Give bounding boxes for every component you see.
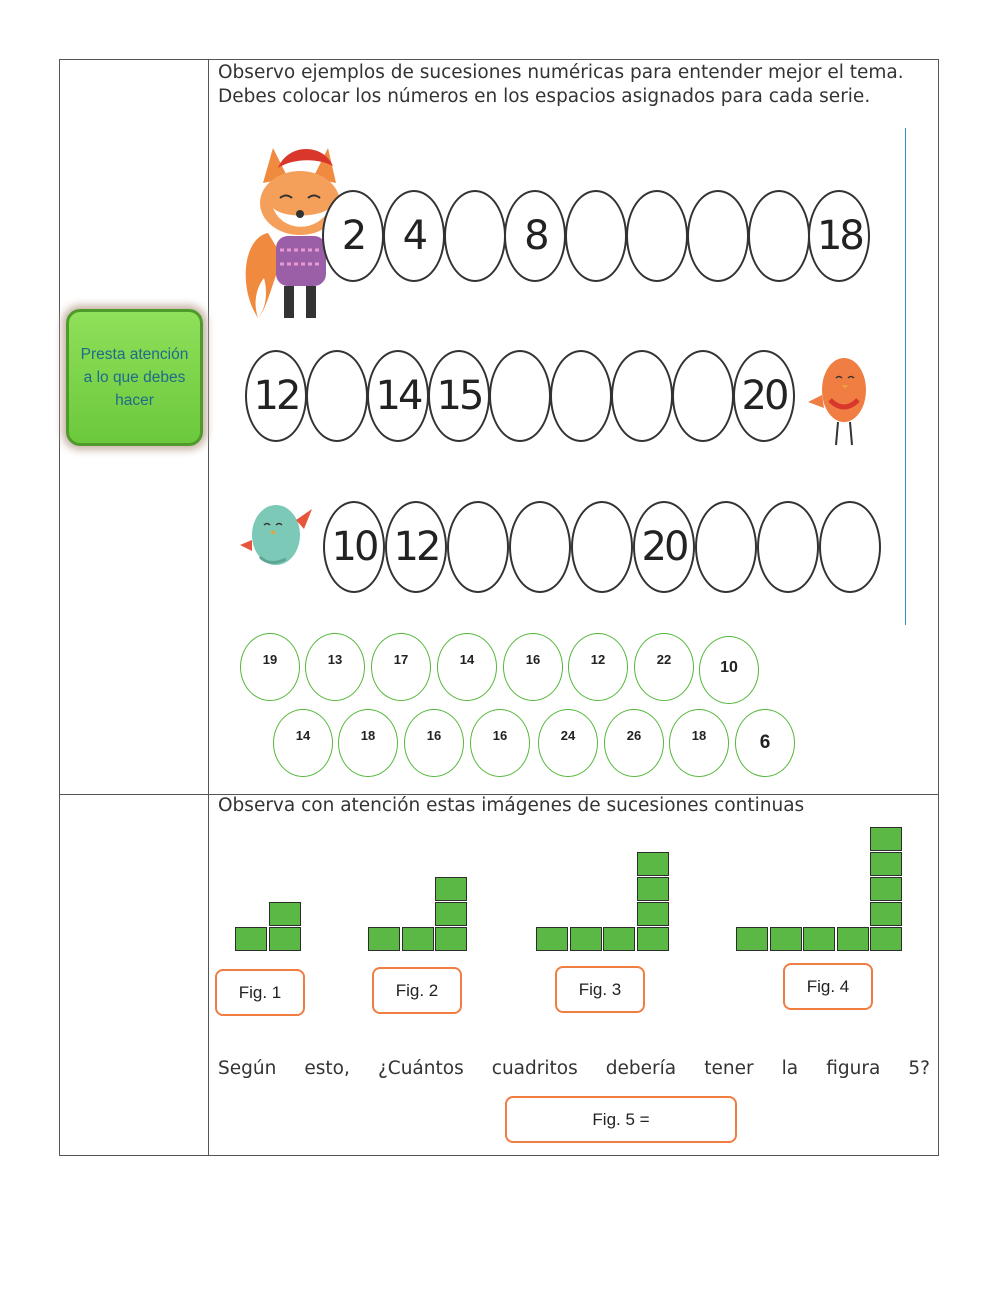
green-square: [435, 927, 467, 951]
fig-1-label: Fig. 1: [215, 969, 305, 1016]
question-word: ¿Cuántos: [377, 1058, 464, 1079]
series-1-cell[interactable]: [444, 190, 506, 282]
table-border-left: [59, 59, 60, 1156]
series-1-cell: 4: [383, 190, 445, 282]
green-square: [870, 927, 902, 951]
number-option[interactable]: 6: [735, 709, 795, 777]
fig-2-label: Fig. 2: [372, 967, 462, 1014]
number-option[interactable]: 10: [699, 636, 759, 704]
question-word: Según: [218, 1058, 277, 1079]
series-3-cell[interactable]: [571, 501, 633, 593]
illustration-edge: [905, 128, 906, 625]
green-square: [235, 927, 267, 951]
green-square: [637, 927, 669, 951]
green-square: [435, 902, 467, 926]
number-option[interactable]: 16: [470, 709, 530, 777]
green-square: [803, 927, 835, 951]
series-3-cell[interactable]: [819, 501, 881, 593]
number-option[interactable]: 22: [634, 633, 694, 701]
question-word: la: [781, 1058, 799, 1079]
green-square: [637, 902, 669, 926]
table-border-top: [59, 59, 939, 60]
number-option[interactable]: 18: [669, 709, 729, 777]
table-column-divider: [208, 59, 209, 1156]
instruction-line-2: Debes colocar los números en los espacios asignados para cada serie.: [218, 86, 871, 107]
number-option[interactable]: 18: [338, 709, 398, 777]
green-square: [637, 877, 669, 901]
series-1-cell: 18: [808, 190, 870, 282]
green-square: [368, 927, 400, 951]
number-option[interactable]: 24: [538, 709, 598, 777]
series-1-cell[interactable]: [687, 190, 749, 282]
orange-bird-illustration: [808, 350, 870, 450]
fig-4-label: Fig. 4: [783, 963, 873, 1010]
series-2-cell: 15: [428, 350, 490, 442]
series-1-cell[interactable]: [748, 190, 810, 282]
green-square: [402, 927, 434, 951]
question-word: debería: [605, 1058, 677, 1079]
series-2-cell[interactable]: [672, 350, 734, 442]
series-2-cell: 20: [733, 350, 795, 442]
question-word: esto,: [304, 1058, 350, 1079]
teal-bird-illustration: [240, 495, 320, 575]
green-square: [570, 927, 602, 951]
green-square: [870, 877, 902, 901]
table-border-bottom: [59, 1155, 939, 1156]
fig-5-answer-box[interactable]: Fig. 5 =: [505, 1096, 737, 1143]
green-square: [736, 927, 768, 951]
series-2-cell[interactable]: [489, 350, 551, 442]
attention-badge: [66, 309, 203, 446]
number-option[interactable]: 14: [273, 709, 333, 777]
attention-badge-text: Presta atención a lo que debes hacer: [80, 346, 189, 409]
series-2-cell: 14: [367, 350, 429, 442]
series-2-cell[interactable]: [306, 350, 368, 442]
question-word: figura: [826, 1058, 881, 1079]
green-square: [870, 902, 902, 926]
green-square: [637, 852, 669, 876]
table-border-right: [938, 59, 939, 1156]
series-3-cell[interactable]: [757, 501, 819, 593]
question-word: 5?: [908, 1058, 930, 1079]
green-square: [269, 902, 301, 926]
series-3-cell: 10: [323, 501, 385, 593]
series-3-cell: 12: [385, 501, 447, 593]
green-square: [837, 927, 869, 951]
series-1-cell: 8: [504, 190, 566, 282]
series-2-cell[interactable]: [611, 350, 673, 442]
green-square: [536, 927, 568, 951]
series-2-cell: 12: [245, 350, 307, 442]
number-option[interactable]: 13: [305, 633, 365, 701]
fig-3-label: Fig. 3: [555, 966, 645, 1013]
green-square: [770, 927, 802, 951]
question-word: cuadritos: [491, 1058, 578, 1079]
series-1-cell: 2: [322, 190, 384, 282]
instruction-line-1: Observo ejemplos de sucesiones numéricas para entender mejor el tema.: [218, 62, 904, 83]
number-option[interactable]: 19: [240, 633, 300, 701]
number-option[interactable]: 17: [371, 633, 431, 701]
number-option[interactable]: 26: [604, 709, 664, 777]
green-square: [269, 927, 301, 951]
green-square: [603, 927, 635, 951]
section2-heading: Observa con atención estas imágenes de sucesiones continuas: [218, 795, 805, 816]
series-2-cell[interactable]: [550, 350, 612, 442]
number-option[interactable]: 14: [437, 633, 497, 701]
number-option[interactable]: 16: [503, 633, 563, 701]
green-square: [870, 852, 902, 876]
green-square: [870, 827, 902, 851]
question-word: tener: [704, 1058, 754, 1079]
series-3-cell[interactable]: [447, 501, 509, 593]
series-1-cell[interactable]: [626, 190, 688, 282]
series-3-cell[interactable]: [695, 501, 757, 593]
series-1-cell[interactable]: [565, 190, 627, 282]
number-option[interactable]: 16: [404, 709, 464, 777]
green-square: [435, 877, 467, 901]
series-3-cell[interactable]: [509, 501, 571, 593]
series-3-cell: 20: [633, 501, 695, 593]
number-option[interactable]: 12: [568, 633, 628, 701]
question-text: [218, 1058, 930, 1079]
